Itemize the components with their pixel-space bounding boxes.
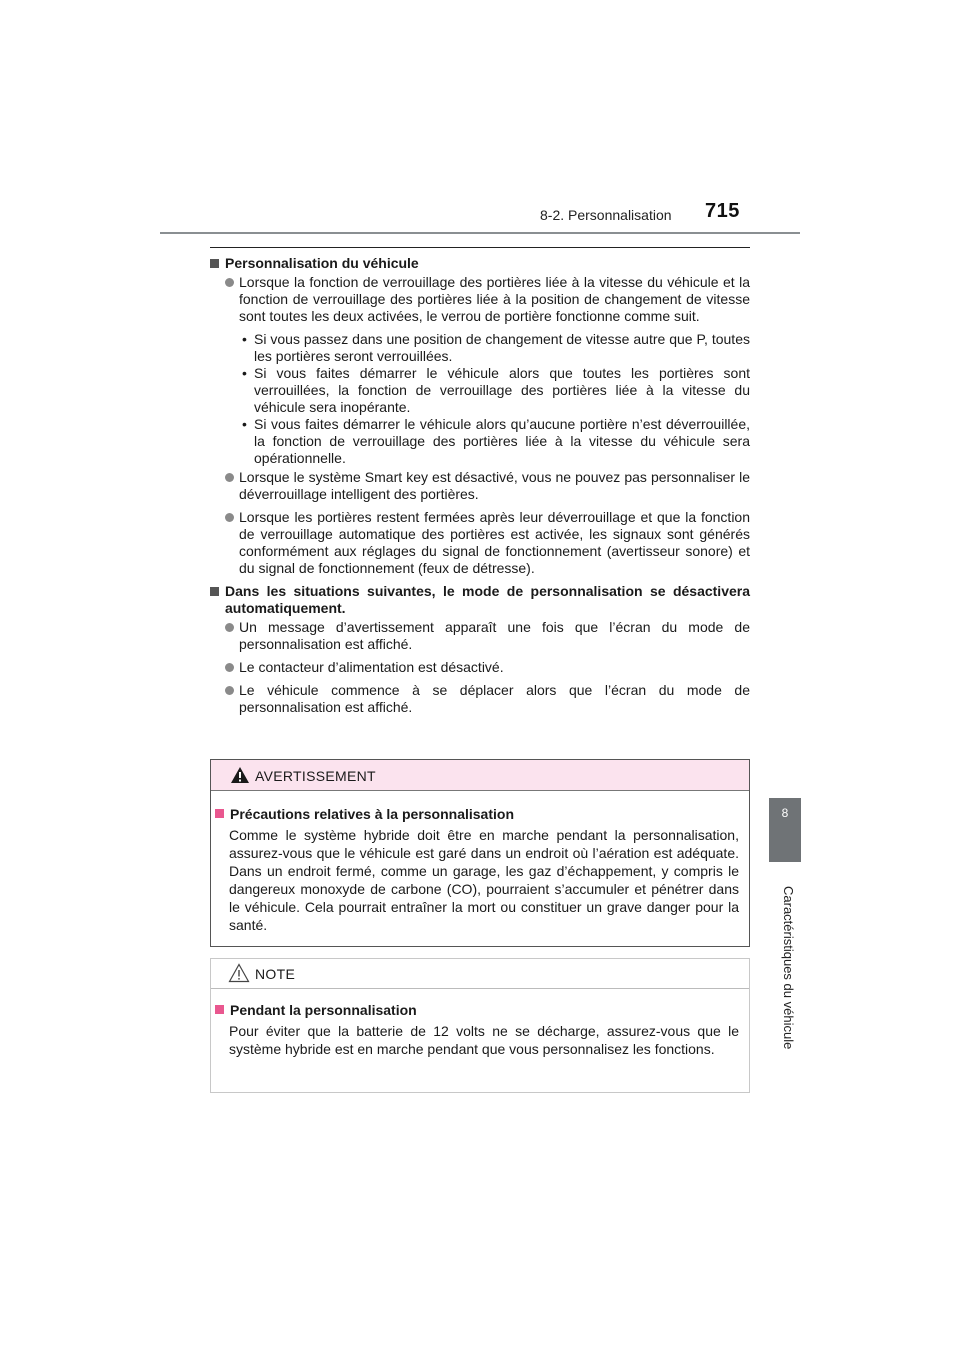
- round-bullet-icon: [225, 278, 234, 287]
- chapter-number: 8: [781, 806, 789, 820]
- sub-list-item: [210, 331, 750, 365]
- note-text: Pour éviter que la batterie de 12 volts ne se décharge, assurez-vous que le système hybride est en marche pendant que vous personnalisez les fonctions.: [229, 1023, 739, 1057]
- square-bullet-icon: [210, 259, 219, 268]
- dot-marker-icon: •: [242, 416, 247, 432]
- list-item: [210, 469, 750, 503]
- chapter-tab[interactable]: [769, 798, 801, 862]
- list-item: [210, 274, 750, 325]
- list-item-text: Lorsque la fonction de verrouillage des portières liée à la vitesse du véhicule et la fonction de verrouillage des portières liée à la position de changement de vitesse sont toutes les deux activées, le verrou de portière fonctionne comme suit.: [239, 274, 750, 324]
- note-header: [211, 959, 749, 989]
- dot-marker-icon: •: [242, 331, 247, 347]
- dot-marker-icon: •: [242, 365, 247, 381]
- caution-outline-icon: [228, 963, 250, 988]
- square-bullet-icon: [215, 809, 224, 818]
- list-item-text: Lorsque les portières restent fermées après leur déverrouillage et que la fonction de verrouillage automatique des portières est activée, les signaux sont générés conformément aux réglages du signal de fonctionnement (avertisseur sonore) et du signal de fonctionnement (feux de détresse).: [239, 509, 750, 576]
- warning-header: [211, 760, 749, 791]
- list-item-text: Le contacteur d’alimentation est désactivé.: [239, 659, 504, 675]
- sub-item-text: Si vous passez dans une position de changement de vitesse autre que P, toutes les portières seront verrouillées.: [254, 331, 750, 364]
- warning-body: [211, 805, 749, 934]
- square-bullet-icon: [215, 1005, 224, 1014]
- sub-list-item: [210, 416, 750, 467]
- list-item-text: Lorsque le système Smart key est désactivé, vous ne pouvez pas personnaliser le déverrouillage intelligent des portières.: [239, 469, 750, 502]
- section-heading: [210, 583, 750, 617]
- note-heading-text: Pendant la personnalisation: [230, 1002, 417, 1018]
- page-number: 715: [705, 200, 740, 222]
- sub-list-item: [210, 365, 750, 416]
- section-label: 8-2. Personnalisation: [540, 207, 672, 223]
- round-bullet-icon: [225, 686, 234, 695]
- note-box: [210, 958, 750, 1093]
- main-content: [210, 255, 750, 722]
- sub-item-text: Si vous faites démarrer le véhicule alors que toutes les portières sont verrouillées, la fonction de verrouillage des portières liée à la vitesse du véhicule sera inopérante.: [254, 365, 750, 415]
- chapter-title: Caractéristiques du véhicule: [781, 886, 796, 1050]
- list-item: [210, 659, 750, 676]
- round-bullet-icon: [225, 473, 234, 482]
- heading-text: Personnalisation du véhicule: [225, 255, 419, 271]
- round-bullet-icon: [225, 513, 234, 522]
- warning-heading: [215, 805, 749, 823]
- heading-text: Dans les situations suivantes, le mode de personnalisation se désactivera automatiquement.: [225, 583, 750, 616]
- warning-text: Comme le système hybride doit être en marche pendant la personnalisation, assurez-vous que le véhicule est garé dans un endroit où l’aération est adéquate. Dans un endroit fermé, comme un garage, les gaz d’échappement, y compris le dangereux monoxyde de carbone (CO), pourraient s’accumuler et pénétrer dans le véhicule. Cela pourrait entraîner la mort ou constituer un grave danger pour la santé.: [229, 827, 739, 933]
- page-header: [0, 0, 960, 240]
- sub-list: [210, 331, 750, 467]
- square-bullet-icon: [210, 587, 219, 596]
- section-heading: [210, 255, 750, 272]
- note-title: NOTE: [255, 966, 296, 982]
- sub-item-text: Si vous faites démarrer le véhicule alors qu’aucune portière n’est déverrouillée, la fonction de verrouillage des portières liée à la vitesse du véhicule sera opérationnelle.: [254, 416, 750, 466]
- note-body: [211, 1001, 749, 1058]
- warning-title: AVERTISSEMENT: [255, 768, 376, 784]
- list-item-text: Le véhicule commence à se déplacer alors que l’écran du mode de personnalisation est affiché.: [239, 682, 750, 715]
- list-item: [210, 619, 750, 653]
- warning-heading-text: Précautions relatives à la personnalisation: [230, 806, 514, 822]
- round-bullet-icon: [225, 623, 234, 632]
- warning-triangle-icon: [230, 766, 250, 789]
- header-rule: [160, 232, 800, 234]
- note-heading: [215, 1001, 749, 1019]
- content-rule: [210, 247, 750, 248]
- list-item: [210, 682, 750, 716]
- list-item-text: Un message d’avertissement apparaît une fois que l’écran du mode de personnalisation est affiché.: [239, 619, 750, 652]
- list-item: [210, 509, 750, 577]
- warning-box: [210, 759, 750, 947]
- round-bullet-icon: [225, 663, 234, 672]
